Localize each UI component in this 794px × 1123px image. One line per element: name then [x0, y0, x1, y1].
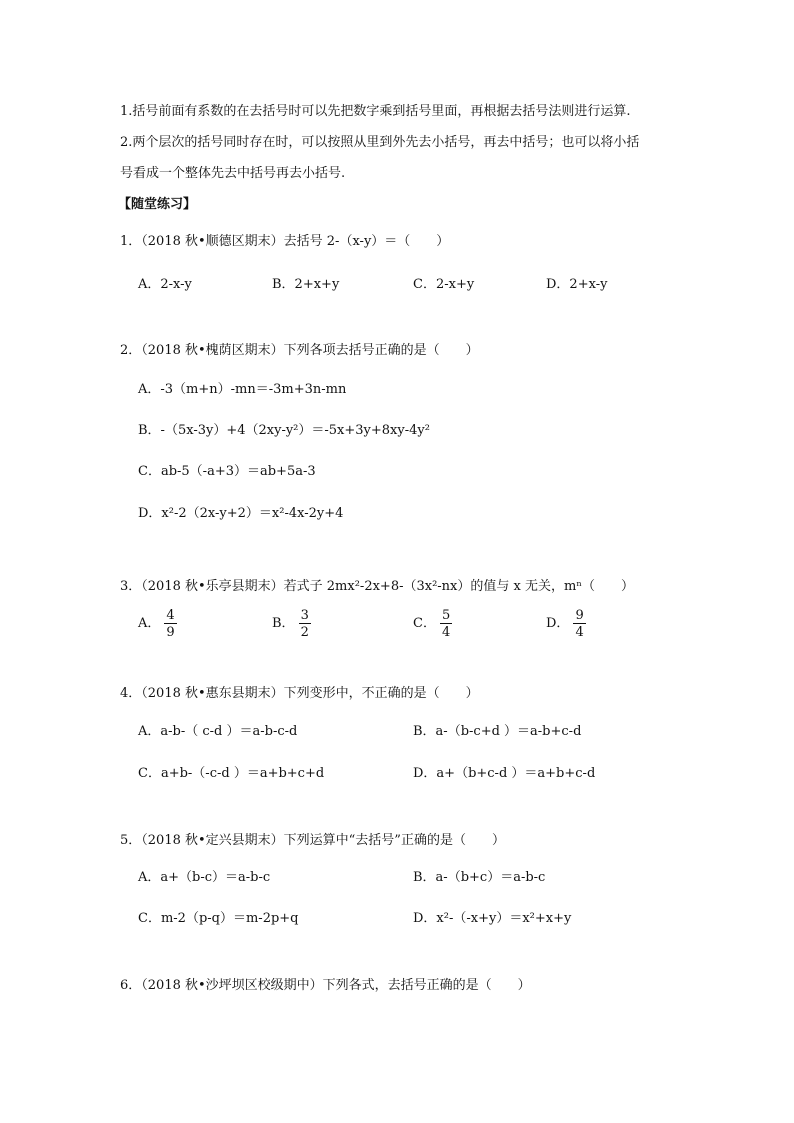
q4-option-b: B．a-（b-c+d ）＝a-b+c-d [413, 724, 582, 739]
q1-option-a: A．2-x-y [138, 277, 192, 292]
q3-option-c [413, 609, 452, 639]
q3-option-b [272, 609, 311, 639]
q5-option-b: B．a-（b+c）＝a-b-c [413, 870, 546, 885]
q3-option-a-denominator: 9 [166, 625, 175, 640]
q3-option-c-denominator: 4 [441, 625, 451, 640]
q3-option-c-fraction [440, 609, 452, 639]
q3-option-a-numerator: 4 [166, 608, 175, 623]
q3-option-a-letter: A． [138, 616, 161, 631]
q3-option-d [546, 609, 586, 639]
q2-option-c: C．ab-5（-a+3）＝ab+5a-3 [138, 464, 316, 479]
q4-option-a: A．a-b-（ c-d ）＝a-b-c-d [138, 724, 298, 739]
question-3-stem: 3．（2018 秋•乐亭县期末）若式子 2mx²-2x+8-（3x²-nx）的值与 x 无关，mⁿ（ ） [120, 579, 634, 594]
q2-option-a: A．-3（m+n）-mn＝-3m+3n-mn [138, 382, 347, 397]
q3-option-b-denominator: 2 [300, 625, 309, 640]
q3-option-b-numerator: 3 [300, 608, 309, 623]
q2-option-b: B．-（5x-3y）+4（2xy-y²）＝-5x+3y+8xy-4y² [138, 423, 430, 438]
section-title: 【随堂练习】 [118, 197, 197, 212]
q3-option-a [138, 609, 177, 639]
q3-option-d-letter: D． [546, 616, 570, 631]
question-4-stem: 4．（2018 秋•惠东县期末）下列变形中，不正确的是（ ） [120, 686, 479, 701]
q4-option-d: D．a+（b+c-d ）＝a+b+c-d [413, 766, 596, 781]
q3-option-d-denominator: 4 [575, 625, 584, 640]
intro-line-1: 1.括号前面有系数的在去括号时可以先把数字乘到括号里面，再根据去括号法则进行运算. [120, 104, 631, 119]
q4-option-c: C．a+b-（-c-d ）＝a+b+c+d [138, 766, 325, 781]
q5-option-a: A．a+（b-c）＝a-b-c [138, 870, 271, 885]
q1-option-d: D．2+x-y [546, 277, 608, 292]
q3-option-b-fraction [299, 609, 311, 639]
q2-option-d: D．x²-2（2x-y+2）＝x²-4x-2y+4 [138, 506, 344, 521]
q1-option-c: C．2-x+y [413, 277, 475, 292]
q1-option-b: B．2+x+y [272, 277, 340, 292]
q5-option-c: C．m-2（p-q）＝m-2p+q [138, 911, 299, 926]
q3-option-d-fraction [573, 609, 585, 639]
q3-option-c-letter: C． [413, 616, 436, 631]
question-1-stem: 1．（2018 秋•顺德区期末）去括号 2-（x-y）＝（ ） [120, 234, 450, 249]
intro-line-2b: 号看成一个整体先去中括号再去小括号. [120, 166, 346, 181]
question-6-stem: 6．（2018 秋•沙坪坝区校级期中）下列各式，去括号正确的是（ ） [120, 978, 531, 993]
q3-option-d-numerator: 9 [575, 608, 584, 623]
q3-option-b-letter: B． [272, 616, 295, 631]
question-5-stem: 5．（2018 秋•定兴县期末）下列运算中“去括号”正确的是（ ） [120, 833, 505, 848]
q3-option-c-numerator: 5 [441, 608, 451, 623]
question-2-stem: 2．（2018 秋•槐荫区期末）下列各项去括号正确的是（ ） [120, 343, 479, 358]
q5-option-d: D．x²-（-x+y）＝x²+x+y [413, 911, 572, 926]
intro-line-2a: 2.两个层次的括号同时存在时，可以按照从里到外先去小括号，再去中括号；也可以将小括 [120, 135, 640, 150]
q3-option-a-fraction [164, 609, 176, 639]
